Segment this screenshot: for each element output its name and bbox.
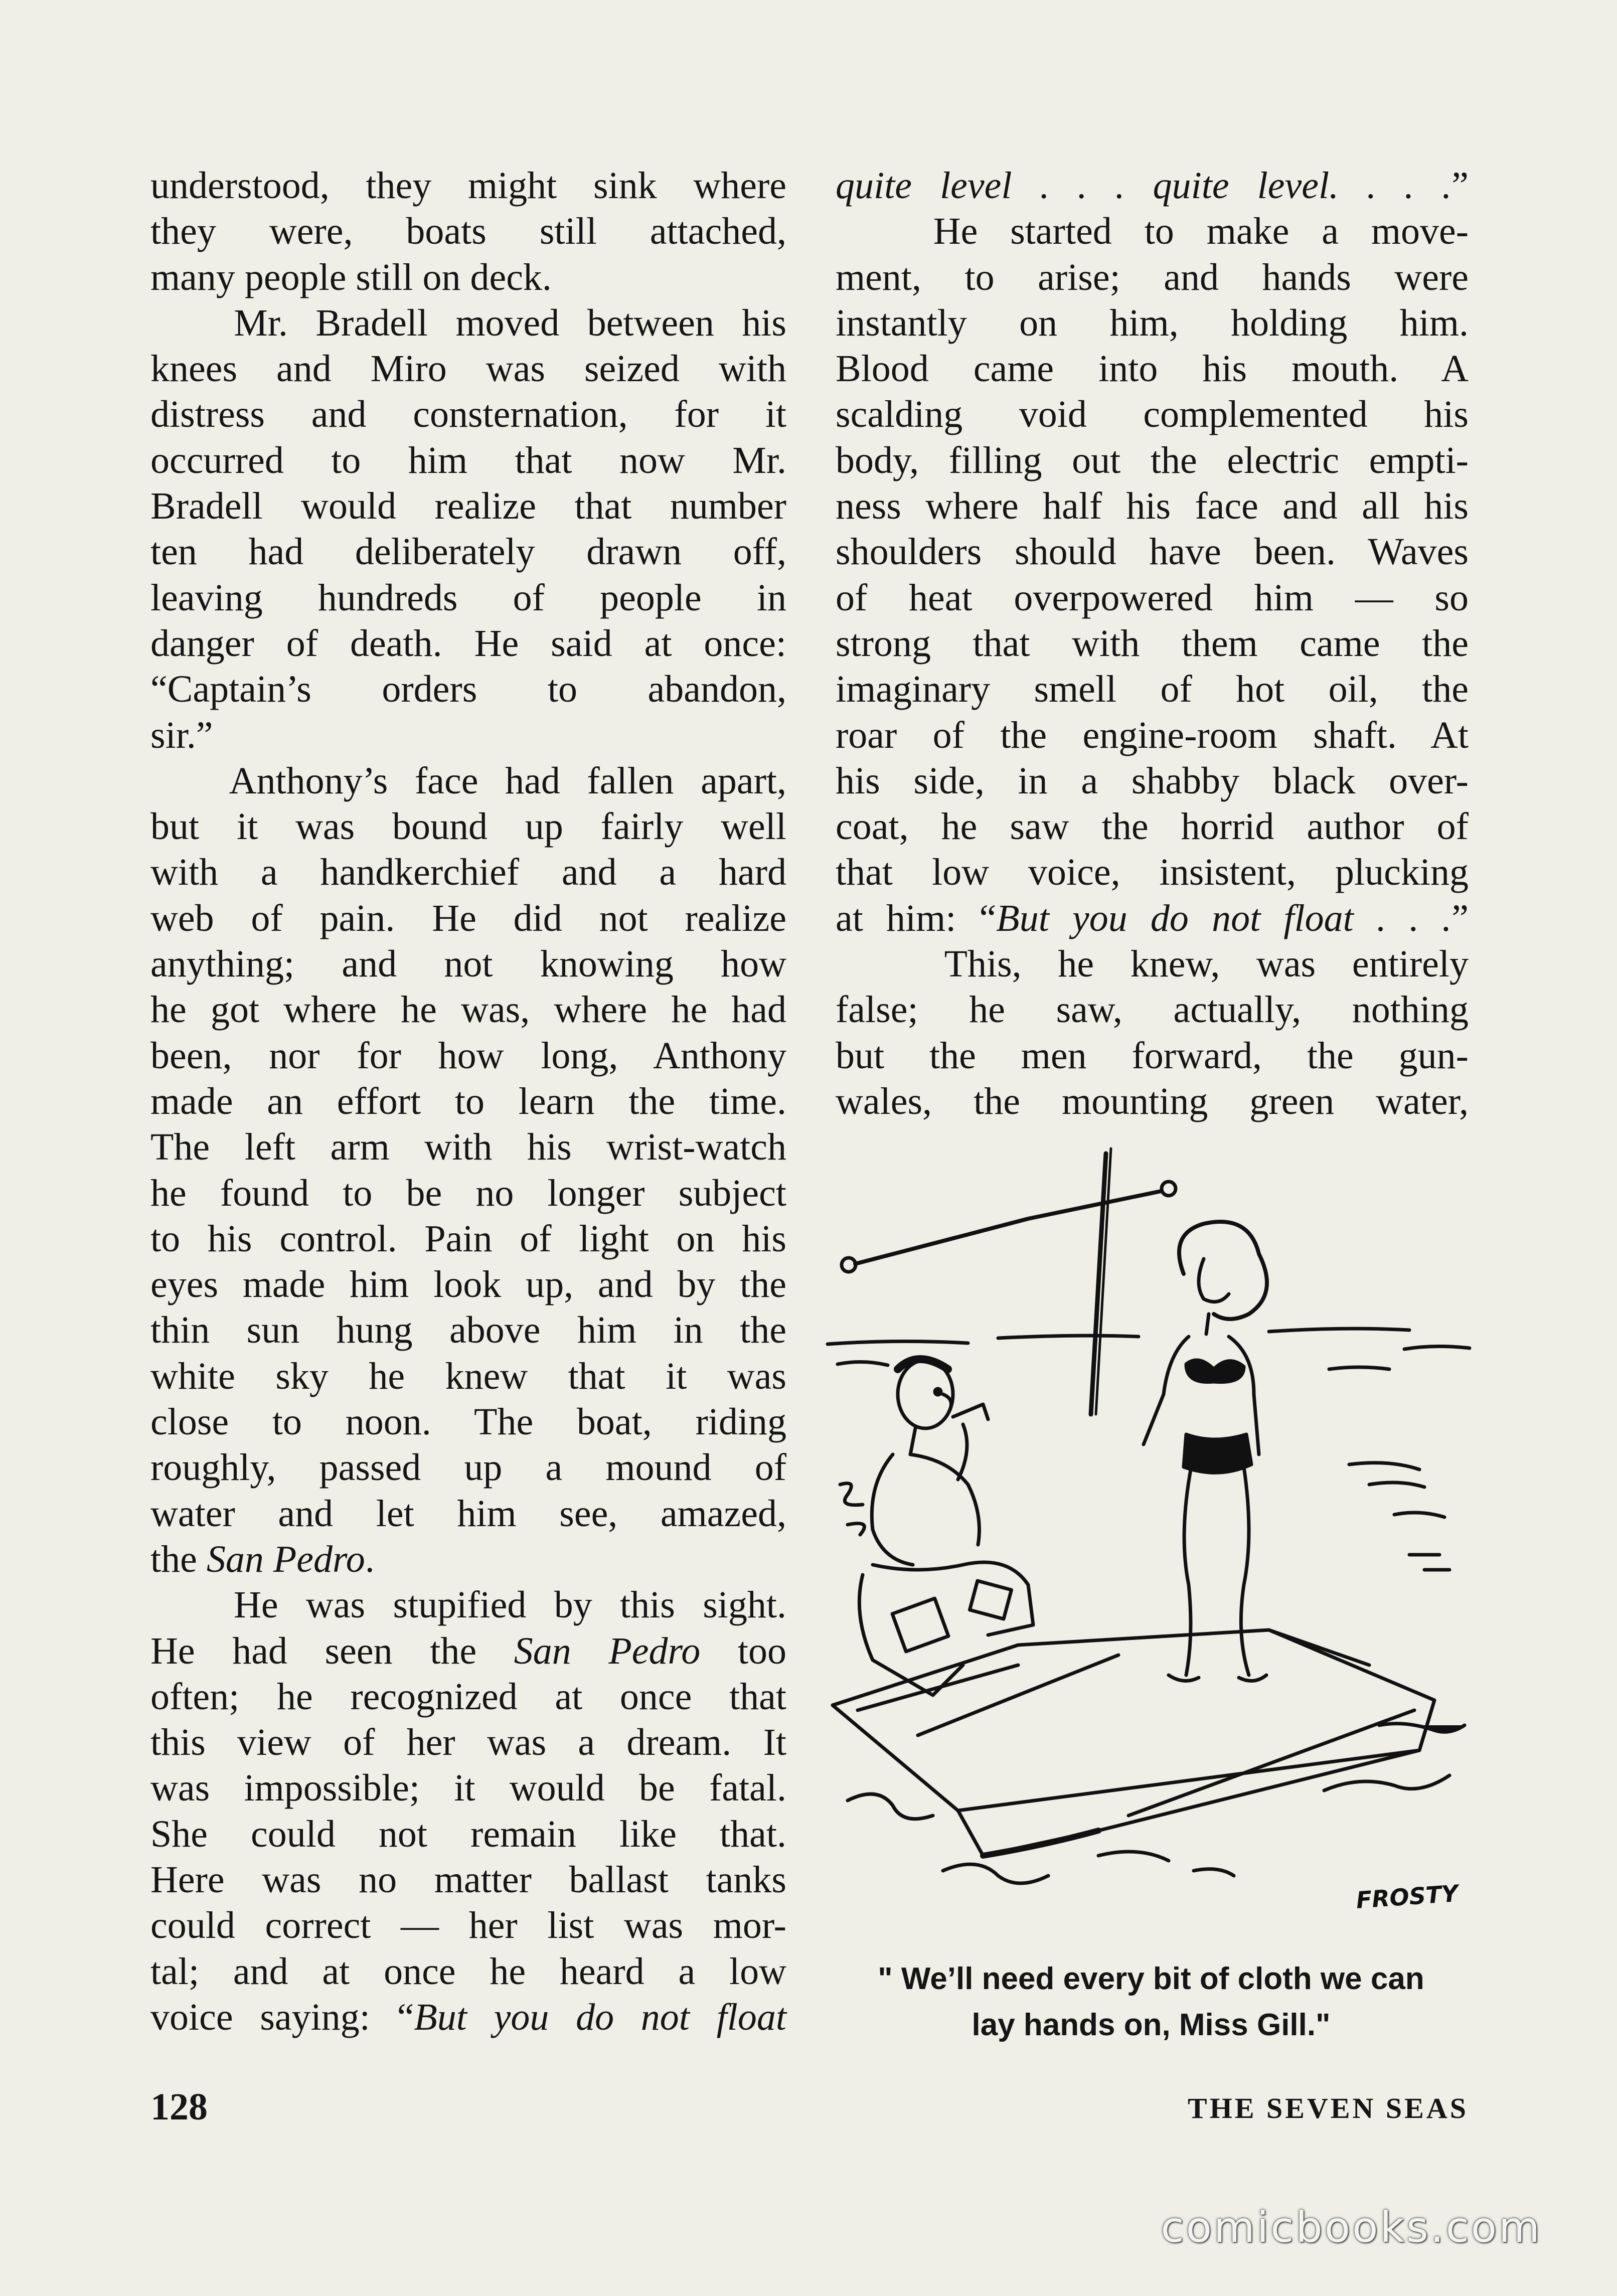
caption-line: " We’ll need every bit of cloth we can xyxy=(878,1961,1424,1996)
watermark-logo: comicbooks.com xyxy=(1161,2203,1542,2252)
text-line: thin sun hung above him in the xyxy=(150,1309,786,1352)
text-line: the San Pedro. xyxy=(150,1538,375,1580)
text-line: ment, to arise; and hands were xyxy=(836,256,1469,298)
artist-signature: FROSTY xyxy=(1355,1879,1460,1914)
caption-line: lay hands on, Miss Gill." xyxy=(972,2008,1331,2042)
text-line: of heat overpowered him — so xyxy=(836,576,1469,619)
text-line: “Captain’s orders to abandon, xyxy=(150,668,786,711)
text-line: that low voice, insistent, plucking xyxy=(836,851,1469,894)
text-line: to his control. Pain of light on his xyxy=(150,1217,786,1260)
text-line: often; he recognized at once that xyxy=(150,1675,786,1718)
magazine-title: THE SEVEN SEAS xyxy=(1188,2092,1469,2124)
text-line: many people still on deck. xyxy=(150,256,552,298)
text-line: imaginary smell of hot oil, the xyxy=(836,668,1469,711)
text-line: Mr. Bradell moved between his xyxy=(150,301,786,344)
text-line: quite level . . . quite level. . . .” xyxy=(836,165,1469,207)
text-line: occurred to him that now Mr. xyxy=(150,439,786,481)
text-line: This, he knew, was entirely xyxy=(836,943,1469,986)
text-line: with a handkerchief and a hard xyxy=(150,851,786,894)
text-line: close to noon. The boat, riding xyxy=(150,1401,786,1443)
text-line: was impossible; it would be fatal. xyxy=(150,1767,786,1810)
text-line: white sky he knew that it was xyxy=(150,1355,786,1397)
text-line: they were, boats still attached, xyxy=(150,210,786,253)
text-line: understood, they might sink where xyxy=(150,165,786,207)
text-line: voice saying: “But you do not float xyxy=(150,1996,786,2038)
text-line: he found to be no longer subject xyxy=(150,1172,786,1214)
text-line: at him: “But you do not float . . .” xyxy=(836,897,1469,939)
text-line: scalding void complemented his xyxy=(836,393,1469,436)
left-text-column xyxy=(150,163,786,2040)
cartoon-illustration xyxy=(818,1133,1485,1931)
text-line: The left arm with his wrist-watch xyxy=(150,1126,786,1169)
text-line: could correct — her list was mor- xyxy=(150,1904,786,1947)
text-line: She could not remain like that. xyxy=(150,1813,786,1855)
text-line: ten had deliberately drawn off, xyxy=(150,531,786,573)
text-line: this view of her was a dream. It xyxy=(150,1721,786,1764)
text-line: danger of death. He said at once: xyxy=(150,622,786,665)
sail-yard xyxy=(855,1191,1161,1264)
text-line: instantly on him, holding him. xyxy=(836,301,1469,344)
text-line: tal; and at once he heard a low xyxy=(150,1950,786,1993)
text-line: knees and Miro was seized with xyxy=(150,348,786,390)
text-line: shoulders should have been. Waves xyxy=(836,531,1469,573)
text-line: made an effort to learn the time. xyxy=(150,1080,786,1122)
text-line: false; he saw, actually, nothing xyxy=(836,989,1469,1031)
right-text-column xyxy=(836,163,1469,1124)
text-line: leaving hundreds of people in xyxy=(150,576,786,619)
standing-woman xyxy=(1144,1222,1267,1681)
text-line: but it was bound up fairly well xyxy=(150,805,786,848)
sea-horizon xyxy=(828,1329,1409,1344)
text-line: He was stupified by this sight. xyxy=(150,1584,786,1626)
text-line: roar of the engine-room shaft. At xyxy=(836,714,1469,756)
text-line: his side, in a shabby black over- xyxy=(836,759,1469,802)
text-line: strong that with them came the xyxy=(836,622,1469,665)
page-number: 128 xyxy=(150,2086,208,2128)
text-line: coat, he saw the horrid author of xyxy=(836,805,1469,848)
text-line: body, filling out the electric empti- xyxy=(836,439,1469,481)
raft xyxy=(833,1630,1434,1856)
seated-man xyxy=(859,1359,1033,1695)
text-line: sir.” xyxy=(150,714,213,756)
text-line: web of pain. He did not realize xyxy=(150,897,786,939)
text-line: Bradell would realize that number xyxy=(150,485,786,528)
text-line: ness where half his face and all his xyxy=(836,485,1469,528)
text-line: wales, the mounting green water, xyxy=(836,1080,1469,1122)
text-line: He had seen the San Pedro too xyxy=(150,1629,786,1672)
text-line: He started to make a move- xyxy=(836,210,1469,253)
text-line: anything; and not knowing how xyxy=(150,943,786,986)
text-line: distress and consternation, for it xyxy=(150,393,786,436)
text-line: Blood came into his mouth. A xyxy=(836,348,1469,390)
text-line: but the men forward, the gun- xyxy=(836,1034,1469,1077)
text-line: eyes made him look up, and by the xyxy=(150,1263,786,1306)
text-line: he got where he was, where he had xyxy=(150,989,786,1031)
text-line: Anthony’s face had fallen apart, xyxy=(150,759,786,802)
text-line: Here was no matter ballast tanks xyxy=(150,1858,786,1901)
cartoon-caption xyxy=(802,1956,1500,2048)
text-line: been, nor for how long, Anthony xyxy=(150,1034,786,1077)
text-line: roughly, passed up a mound of xyxy=(150,1446,786,1489)
text-line: water and let him see, amazed, xyxy=(150,1492,786,1535)
